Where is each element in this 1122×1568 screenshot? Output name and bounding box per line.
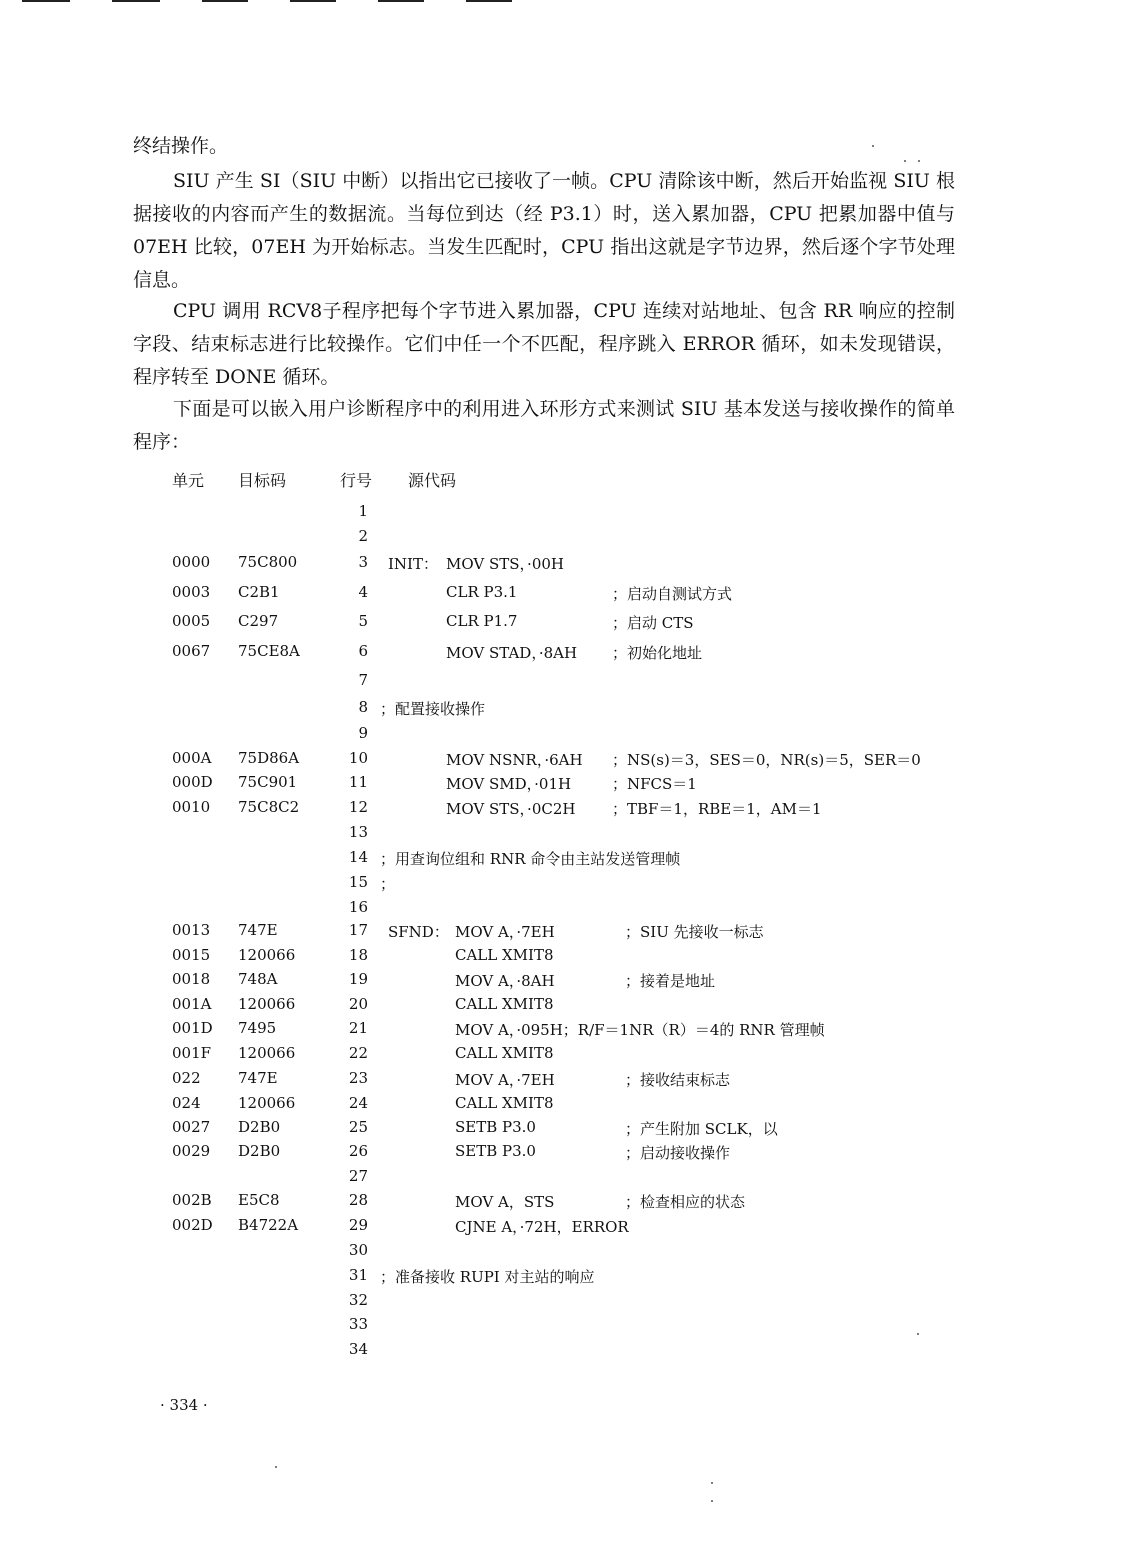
source-comment: ；SIU 先接收一标志: [625, 923, 764, 941]
code-row: [0, 1191, 1122, 1215]
code-row: [0, 798, 1122, 822]
code-row: [0, 1142, 1122, 1166]
source-op: CLR P1.7: [446, 612, 518, 630]
line-number: 10: [348, 749, 368, 767]
line-number: 32: [348, 1291, 368, 1309]
object-code: 7495: [238, 1019, 277, 1037]
line-number: 18: [348, 946, 368, 964]
code-row: [0, 724, 1122, 748]
unit-address: 0067: [172, 642, 211, 660]
scan-speck: [711, 1500, 713, 1502]
code-row: [0, 527, 1122, 551]
source-comment: ；NS(s)＝3，SES＝0，NR(s)＝5，SER＝0: [612, 751, 921, 769]
line-number: 9: [358, 724, 368, 742]
top-rule: [378, 0, 424, 2]
source-comment: ；接收结束标志: [625, 1071, 731, 1089]
code-row: [0, 502, 1122, 526]
unit-address: 0000: [172, 553, 211, 571]
line-number: 11: [348, 773, 368, 791]
line-number: 27: [348, 1167, 368, 1185]
line-number: 4: [358, 583, 368, 601]
source-comment: ；启动 CTS: [612, 614, 694, 632]
code-row: [0, 970, 1122, 994]
object-code: 120066: [238, 995, 296, 1013]
code-row: [0, 1019, 1122, 1043]
line-number: 2: [358, 527, 368, 545]
line-number: 30: [348, 1241, 368, 1259]
source-comment: ；检查相应的状态: [625, 1193, 746, 1211]
object-code: C2B1: [238, 583, 280, 601]
source-comment: ；启动接收操作: [625, 1144, 731, 1162]
source-op: MOV NSNR，·6AH: [446, 751, 583, 769]
unit-address: 0003: [172, 583, 211, 601]
code-row: [0, 612, 1122, 636]
source-comment: ；TBF＝1，RBE＝1，AM＝1: [612, 800, 822, 818]
line-number: 31: [348, 1266, 368, 1284]
line-number: 23: [348, 1069, 368, 1087]
source-op: MOV A，·8AH: [455, 972, 555, 990]
code-row: [0, 1266, 1122, 1290]
unit-address: 024: [172, 1094, 201, 1112]
line-number: 21: [348, 1019, 368, 1037]
code-row: [0, 1315, 1122, 1339]
unit-address: 001F: [172, 1044, 212, 1062]
code-row: [0, 749, 1122, 773]
header-source: 源代码: [408, 471, 457, 490]
object-code: C297: [238, 612, 279, 630]
source-op: MOV A，·7EH: [455, 923, 555, 941]
unit-address: 000D: [172, 773, 213, 791]
object-code: E5C8: [238, 1191, 280, 1209]
source-op: CALL XMIT8: [455, 1094, 554, 1112]
unit-address: 0015: [172, 946, 211, 964]
line-number: 34: [348, 1340, 368, 1358]
unit-address: 0029: [172, 1142, 211, 1160]
top-rule: [112, 0, 160, 2]
top-rule: [290, 0, 336, 2]
paragraph-3: CPU 调用 RCV8子程序把每个字节进入累加器，CPU 连续对站地址、包含 RR 响应的控制字段、结束标志进行比较操作。它们中任一个不匹配，程序跳入 ERROR 循环，如未发现错误，程序转至 DONE 循环。: [133, 300, 955, 388]
object-code: 75C901: [238, 773, 298, 791]
unit-address: 0010: [172, 798, 211, 816]
source-op: SETB P3.0: [455, 1142, 536, 1160]
code-row: [0, 1167, 1122, 1191]
header-object: 目标码: [238, 471, 287, 490]
object-code: D2B0: [238, 1118, 281, 1136]
code-row: [0, 1044, 1122, 1068]
line-number: 12: [348, 798, 368, 816]
top-rule: [202, 0, 248, 2]
line-number: 19: [348, 970, 368, 988]
scan-speck: [711, 1482, 713, 1484]
code-row: [0, 1291, 1122, 1315]
source-comment: ；初始化地址: [612, 644, 703, 662]
source-label: SFND：: [388, 923, 449, 941]
page-number: · 334 ·: [160, 1396, 208, 1414]
code-row: [0, 553, 1122, 577]
line-number: 17: [348, 921, 368, 939]
line-number: 5: [358, 612, 368, 630]
comment-line: ；配置接收操作: [380, 700, 486, 718]
source-op: SETB P3.0: [455, 1118, 536, 1136]
line-number: 16: [348, 898, 368, 916]
line-number: 33: [348, 1315, 368, 1333]
source-op: CJNE A，·72H，ERROR: [455, 1218, 629, 1236]
line-number: 29: [348, 1216, 368, 1234]
object-code: 120066: [238, 1044, 296, 1062]
header-unit: 单元: [172, 471, 205, 490]
comment-line: ；准备接收 RUPI 对主站的响应: [380, 1268, 595, 1286]
top-rule: [466, 0, 512, 2]
code-row: [0, 1340, 1122, 1364]
object-code: B4722A: [238, 1216, 299, 1234]
object-code: 748A: [238, 970, 278, 988]
object-code: 747E: [238, 1069, 278, 1087]
line-number: 8: [358, 698, 368, 716]
line-number: 13: [348, 823, 368, 841]
paragraph-4: 下面是可以嵌入用户诊断程序中的利用进入环形方式来测试 SIU 基本发送与接收操作的简单程序：: [133, 398, 955, 453]
unit-address: 001A: [172, 995, 212, 1013]
unit-address: 000A: [172, 749, 212, 767]
source-op: CALL XMIT8: [455, 995, 554, 1013]
source-op: MOV A，STS: [455, 1193, 555, 1211]
source-op: CLR P3.1: [446, 583, 518, 601]
object-code: 747E: [238, 921, 278, 939]
unit-address: 002D: [172, 1216, 213, 1234]
source-comment: ；产生附加 SCLK，以: [625, 1120, 778, 1138]
scan-speck: [872, 145, 874, 147]
source-op: MOV STS，·00H: [446, 555, 564, 573]
source-label: INIT：: [388, 555, 438, 573]
code-row: [0, 1094, 1122, 1118]
code-row: [0, 671, 1122, 695]
object-code: 75D86A: [238, 749, 300, 767]
code-row: [0, 773, 1122, 797]
scan-speck: [918, 160, 920, 162]
comment-line: ；用查询位组和 RNR 命令由主站发送管理帧: [380, 850, 681, 868]
source-op: CALL XMIT8: [455, 946, 554, 964]
line-number: 20: [348, 995, 368, 1013]
object-code: 120066: [238, 946, 296, 964]
line-number: 1: [358, 502, 368, 520]
object-code: 75CE8A: [238, 642, 300, 660]
line-number: 15: [348, 873, 368, 891]
line-number: 22: [348, 1044, 368, 1062]
paragraph-2: SIU 产生 SI（SIU 中断）以指出它已接收了一帧。CPU 清除该中断，然后开始监视 SIU 根据接收的内容而产生的数据流。当每位到达（经 P3.1）时，送入累加器，CPU 把累加器中值与07EH 比较，07EH 为开始标志。当发生匹配时，CPU 指出这就是字节边界，然后逐个字节处理信息。: [133, 170, 955, 291]
unit-address: 0005: [172, 612, 211, 630]
code-row: [0, 642, 1122, 666]
line-number: 7: [358, 671, 368, 689]
line-number: 26: [348, 1142, 368, 1160]
object-code: 120066: [238, 1094, 296, 1112]
code-row: [0, 848, 1122, 872]
object-code: 75C8C2: [238, 798, 300, 816]
source-op: MOV A，·7EH: [455, 1071, 555, 1089]
line-number: 3: [358, 553, 368, 571]
source-op: CALL XMIT8: [455, 1044, 554, 1062]
source-comment: ；接着是地址: [625, 972, 716, 990]
code-row: [0, 1118, 1122, 1142]
scan-speck: [917, 1333, 919, 1335]
unit-address: 002B: [172, 1191, 212, 1209]
scan-speck: [275, 1466, 277, 1468]
line-number: 24: [348, 1094, 368, 1112]
code-row: [0, 995, 1122, 1019]
source-op: MOV STAD，·8AH: [446, 644, 578, 662]
object-code: 75C800: [238, 553, 298, 571]
source-op: MOV STS，·0C2H: [446, 800, 576, 818]
top-rule: [22, 0, 70, 2]
line-number: 14: [348, 848, 368, 866]
source-op: MOV A，·095H；R/F＝1NR（R）＝4的 RNR 管理帧: [455, 1021, 825, 1039]
line-number: 28: [348, 1191, 368, 1209]
unit-address: 022: [172, 1069, 201, 1087]
header-line: 行号: [340, 471, 373, 490]
code-row: [0, 873, 1122, 897]
object-code: D2B0: [238, 1142, 281, 1160]
unit-address: 0027: [172, 1118, 211, 1136]
unit-address: 0018: [172, 970, 211, 988]
code-row: [0, 823, 1122, 847]
source-comment: ；启动自测试方式: [612, 585, 733, 603]
code-row: [0, 1216, 1122, 1240]
paragraph-1: 终结操作。: [133, 135, 229, 157]
comment-line: ；: [380, 875, 396, 893]
line-number: 25: [348, 1118, 368, 1136]
source-comment: ；NFCS＝1: [612, 775, 697, 793]
unit-address: 0013: [172, 921, 211, 939]
code-row: [0, 921, 1122, 945]
code-row: [0, 946, 1122, 970]
source-op: MOV SMD，·01H: [446, 775, 572, 793]
scan-speck: [904, 160, 906, 162]
code-row: [0, 1241, 1122, 1265]
line-number: 6: [358, 642, 368, 660]
code-row: [0, 698, 1122, 722]
code-row: [0, 583, 1122, 607]
code-row: [0, 1069, 1122, 1093]
unit-address: 001D: [172, 1019, 213, 1037]
code-row: [0, 898, 1122, 922]
